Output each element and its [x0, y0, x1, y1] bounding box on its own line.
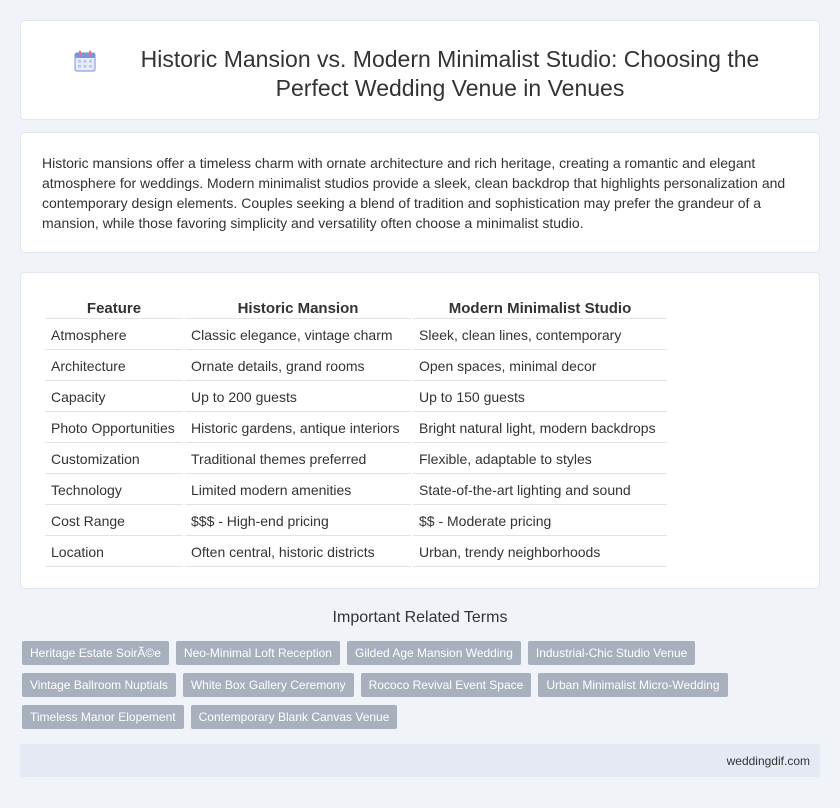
table-cell: State-of-the-art lighting and sound — [413, 476, 667, 505]
related-term-tag[interactable]: Urban Minimalist Micro-Wedding — [538, 673, 727, 697]
table-cell: Urban, trendy neighborhoods — [413, 538, 667, 567]
column-header-feature: Feature — [45, 297, 183, 319]
related-term-tag[interactable]: Industrial-Chic Studio Venue — [528, 641, 695, 665]
footer — [20, 744, 820, 777]
related-term-tag[interactable]: Rococo Revival Event Space — [361, 673, 532, 697]
related-term-tag[interactable]: Neo-Minimal Loft Reception — [176, 641, 340, 665]
column-header-modern-studio: Modern Minimalist Studio — [413, 297, 667, 319]
related-term-tag[interactable]: Heritage Estate SoirÃ©e — [22, 641, 169, 665]
table-cell: Photo Opportunities — [45, 414, 183, 443]
page-title: Historic Mansion vs. Modern Minimalist Studio: Choosing the Perfect Wedding Venue in Venues — [140, 46, 760, 101]
table-row — [45, 321, 667, 350]
table-cell: Up to 150 guests — [413, 383, 667, 412]
table-cell: Architecture — [45, 352, 183, 381]
table-cell: Capacity — [45, 383, 183, 412]
table-cell: Atmosphere — [45, 321, 183, 350]
column-header-historic-mansion: Historic Mansion — [185, 297, 411, 319]
table-cell: Ornate details, grand rooms — [185, 352, 411, 381]
table-cell: Bright natural light, modern backdrops — [413, 414, 667, 443]
related-terms-heading: Important Related Terms — [332, 609, 508, 626]
table-cell: $$$ - High-end pricing — [185, 507, 411, 536]
footer-site-name[interactable]: weddingdif.com — [726, 754, 810, 768]
table-row — [45, 445, 667, 474]
table-row — [45, 507, 667, 536]
related-term-tag[interactable]: Vintage Ballroom Nuptials — [22, 673, 176, 697]
related-terms-list — [22, 641, 822, 737]
calendar-icon — [73, 49, 97, 73]
header-card — [20, 20, 820, 120]
tag-row — [22, 705, 822, 729]
related-term-tag[interactable]: White Box Gallery Ceremony — [183, 673, 354, 697]
tag-row — [22, 673, 822, 697]
table-cell: Customization — [45, 445, 183, 474]
table-cell: Classic elegance, vintage charm — [185, 321, 411, 350]
intro-paragraph: Historic mansions offer a timeless charm with ornate architecture and rich heritage, creating a romantic and elegant atmosphere for weddings. Modern minimalist studios provide a sleek, clean backdrop that highlights personalization and contemporary design elements. Couples seeking a blend of tradition and sophistication may prefer the grandeur of a mansion, while those favoring simplicity and versatility often choose a minimalist studio. — [42, 155, 786, 231]
table-cell: $$ - Moderate pricing — [413, 507, 667, 536]
table-cell: Traditional themes preferred — [185, 445, 411, 474]
table-row — [45, 352, 667, 381]
table-row — [45, 414, 667, 443]
comparison-card — [20, 272, 820, 589]
table-row — [45, 476, 667, 505]
related-term-tag[interactable]: Gilded Age Mansion Wedding — [347, 641, 521, 665]
table-cell: Sleek, clean lines, contemporary — [413, 321, 667, 350]
comparison-table — [43, 295, 669, 569]
table-header-row — [45, 297, 667, 319]
table-cell: Location — [45, 538, 183, 567]
title-wrap — [21, 45, 819, 103]
table-cell: Historic gardens, antique interiors — [185, 414, 411, 443]
table-cell: Up to 200 guests — [185, 383, 411, 412]
table-cell: Often central, historic districts — [185, 538, 411, 567]
related-term-tag[interactable]: Timeless Manor Elopement — [22, 705, 184, 729]
table-cell: Technology — [45, 476, 183, 505]
table-row — [45, 383, 667, 412]
table-row — [45, 538, 667, 567]
table-cell: Cost Range — [45, 507, 183, 536]
related-term-tag[interactable]: Contemporary Blank Canvas Venue — [191, 705, 398, 729]
table-cell: Open spaces, minimal decor — [413, 352, 667, 381]
table-cell: Limited modern amenities — [185, 476, 411, 505]
table-cell: Flexible, adaptable to styles — [413, 445, 667, 474]
intro-card — [20, 132, 820, 253]
tag-row — [22, 641, 822, 665]
